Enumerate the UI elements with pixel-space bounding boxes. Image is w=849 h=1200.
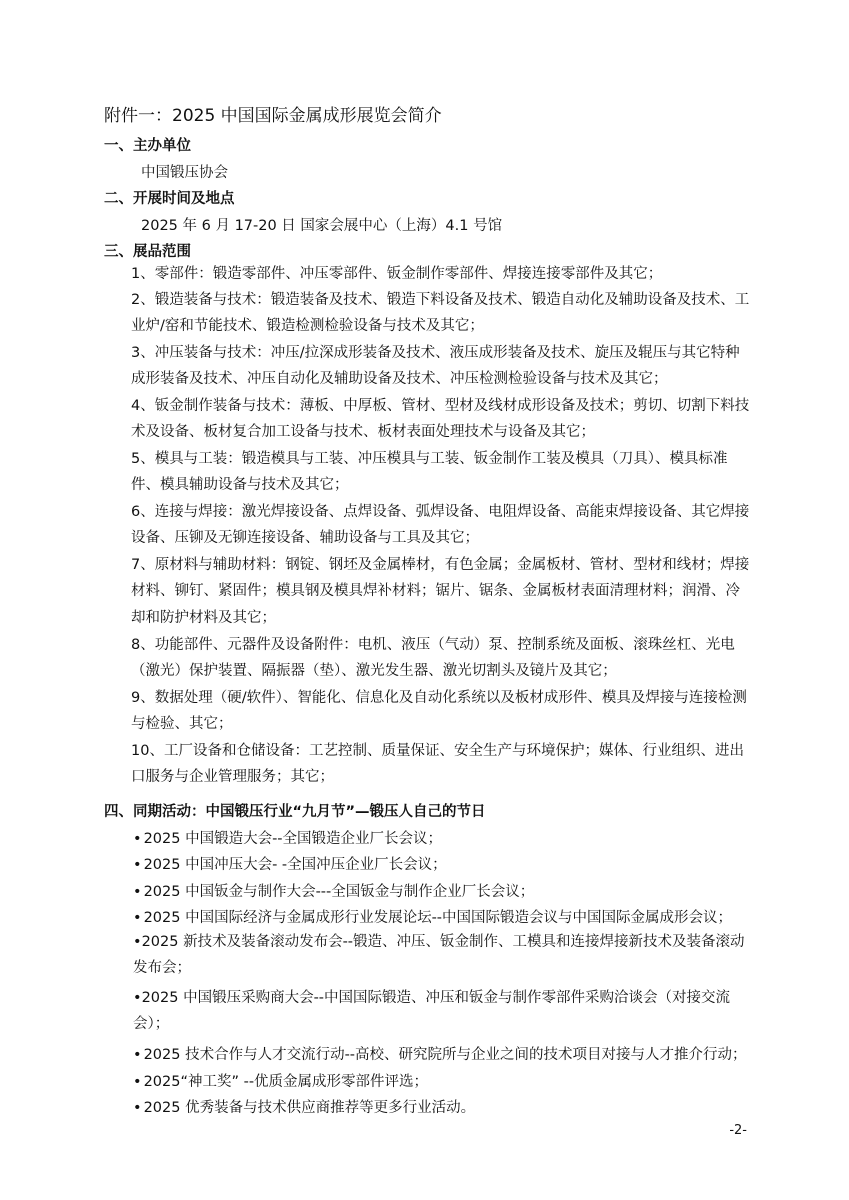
scope-item-8: 8、功能部件、元器件及设备附件：电机、液压（气动）泵、控制系统及面板、滚珠丝杠、光电（激光）保护装置、隔振器（垫）、激光发生器、激光切割头及镜片及其它；	[131, 637, 735, 680]
scope-item-9: 9、数据处理（硬/软件）、智能化、信息化及自动化系统以及板材成形件、模具及焊接与连接检测与检验、其它；	[131, 690, 747, 733]
event-item: • 2025 中国钣金与制作大会---全国钣金与制作企业厂长会议；	[133, 884, 535, 900]
event-item: •2025 中国锻压采购商大会--中国国际锻造、冲压和钣金与制作零部件采购洽谈会（对接交流会）；	[133, 990, 731, 1033]
organizer-name: 中国锻压协会	[141, 165, 228, 181]
scope-item-2: 2、锻造装备与技术：锻造装备及技术、锻造下料设备及技术、锻造自动化及辅助设备及技术、工业炉/窑和节能技术、锻造检测检验设备与技术及其它；	[131, 292, 750, 335]
scope-item-1: 1、零部件：锻造零部件、冲压零部件、钣金制作零部件、焊接连接零部件及其它；	[131, 266, 663, 282]
event-item: • 2025 中国冲压大会- -全国冲压企业厂长会议；	[133, 857, 447, 873]
event-item: • 2025 中国国际经济与金属成形行业发展论坛--中国国际锻造会议与中国国际金属成形会议；	[133, 910, 733, 926]
scope-item-3: 3、冲压装备与技术：冲压/拉深成形装备及技术、液压成形装备及技术、旋压及辊压与其它特种成形装备及技术、冲压自动化及辅助设备及技术、冲压检测检验设备与技术及其它；	[131, 345, 740, 388]
section-heading-exhibit-scope: 三、展品范围	[104, 244, 191, 260]
event-item: • 2025“神工奖” --优质金属成形零部件评选；	[133, 1074, 429, 1090]
scope-item-6: 6、连接与焊接：激光焊接设备、点焊设备、弧焊设备、电阻焊设备、高能束焊接设备、其它焊接设备、压铆及无铆连接设备、辅助设备与工具及其它；	[131, 504, 750, 547]
scope-item-7: 7、原材料与辅助材料：钢锭、钢坯及金属棒材，有色金属；金属板材、管材、型材和线材；焊接材料、铆钉、紧固件；模具钢及模具焊补材料；锯片、锯条、金属板材表面清理材料；润滑、冷却和防护材料及其它；	[131, 557, 750, 626]
event-item: • 2025 中国锻造大会--全国锻造企业厂长会议；	[133, 831, 443, 847]
scope-item-4: 4、钣金制作装备与技术：薄板、中厚板、管材、型材及线材成形设备及技术；剪切、切割下料技术及设备、板材复合加工设备与技术、板材表面处理技术与设备及其它；	[131, 398, 750, 441]
section-heading-organizer: 一、主办单位	[104, 138, 191, 154]
section-heading-time-location: 二、开展时间及地点	[104, 191, 235, 207]
event-item: • 2025 技术合作与人才交流行动--高校、研究院所与企业之间的技术项目对接与人才推介行动；	[133, 1047, 747, 1063]
event-item: •2025 新技术及装备滚动发布会--锻造、冲压、钣金制作、工模具和连接焊接新技术及装备滚动发布会；	[133, 934, 745, 977]
section-heading-concurrent-events: 四、同期活动：中国锻压行业“九月节”—锻压人自己的节日	[104, 804, 486, 820]
document-title: 附件一：2025 中国国际金属成形展览会简介	[104, 106, 442, 126]
scope-item-5: 5、模具与工装：锻造模具与工装、冲压模具与工装、钣金制作工装及模具（刀具）、模具标准件、模具辅助设备与技术及其它；	[131, 451, 728, 494]
page-number: -2-	[729, 1123, 747, 1138]
scope-item-10: 10、工厂设备和仓储设备：工艺控制、质量保证、安全生产与环境保护；媒体、行业组织、进出口服务与企业管理服务；其它；	[131, 743, 744, 786]
time-location-text: 2025 年 6 月 17-20 日 国家会展中心（上海）4.1 号馆	[141, 218, 503, 234]
event-item: • 2025 优秀装备与技术供应商推荐等更多行业活动。	[133, 1100, 476, 1116]
